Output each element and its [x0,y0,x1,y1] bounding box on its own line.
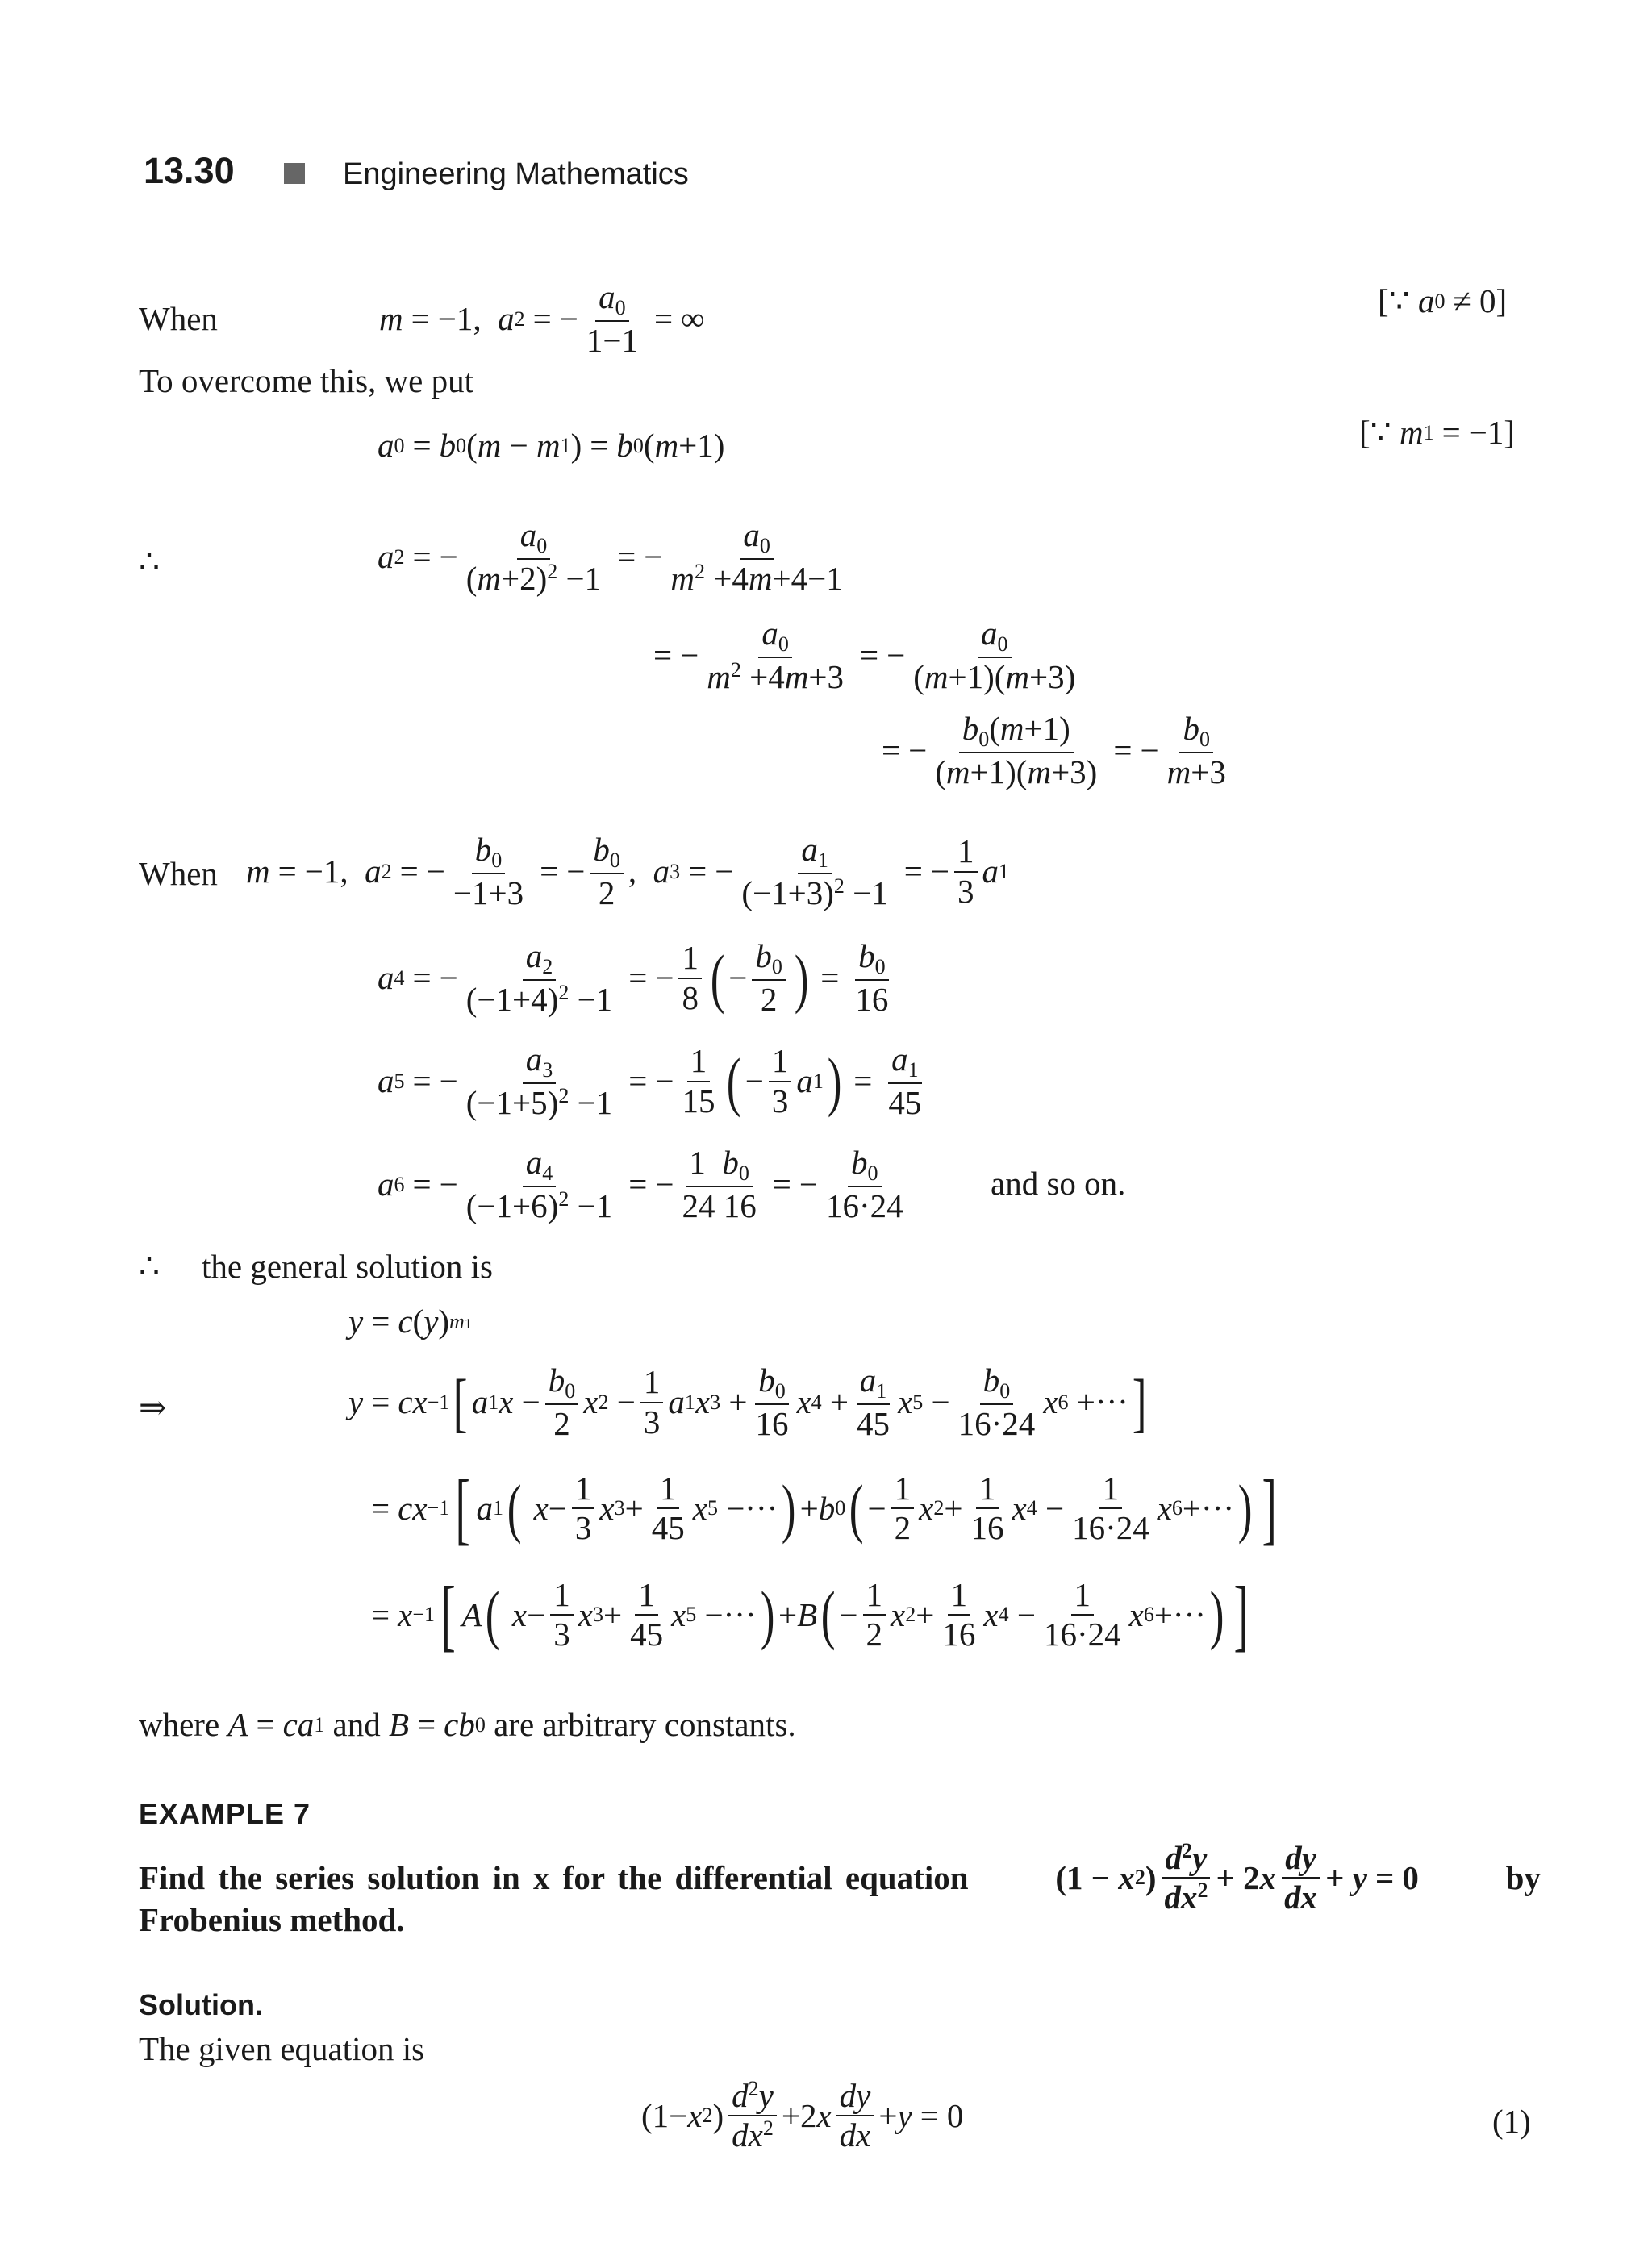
equation-a2-a3: m = −1, a 2 = − $\frac{b_0}{-1+3}$ = − $\frac{b_0}{2}$ , a 3 = − $\frac{a_1}{(-1+3)^2 -1}$ = − $\frac{1}{3}$ a 1 [246,831,1010,911]
text-and-so-on: and so on. [991,1165,1126,1202]
therefore-symbol-2: ∴ [139,1248,161,1285]
problem-statement: Find the series solution in x for the differential equation (1 − x 2 ) $d^2y$ $dx^2$ + 2 x dy dx + y = 0 by [139,1839,1541,1916]
equation-series-2: = cx −1 [ a 1 ( x − 1 3 x 3 + 1 45 x 5 −··· ) + b 0 ( − 1 2 x 2 + 1 16 x 4 − 1 16·24 x 6 +··· ) ] [371,1463,1278,1553]
equation-series-3: = x −1 [ A ( x − 1 3 x 3 + 1 45 x 5 −··· ) + B ( − 1 2 x 2 + 1 16 x 4 − 1 16·24 x 6 +··· ) ] [371,1570,1249,1659]
equation-a2-infinity: m = −1, a 2 = − $\frac{a_0}{1-1}$ = ∞ [379,278,705,359]
text-general-solution: the general solution is [202,1248,493,1285]
equation-a4: a 4 = − $\frac{a_2}{(-1+4)^2 -1}$ = − $\frac{1}{8}$ ( − $b_0$ 2 ) = $\frac{b_0}{16}$ [378,937,889,1018]
text-where: where [139,1706,220,1743]
equation-series-1: y = cx −1 [ a 1 x − $b_0$ 2 x 2 − 1 3 a 1 x 3 + $b_0$ 16 x 4 + $a_1$ 45 x 5 − $b_0$ 16·24 x 6 +··· ] [348,1362,1147,1442]
equation-a5: a 5 = − $\frac{a_3}{(-1+5)^2 -1}$ = − $\frac{1}{15}$ ( − 1 3 a 1 ) = $\frac{a_1}{45}$ [378,1040,922,1121]
problem-method: Frobenius method. [139,1901,405,1938]
therefore-symbol: ∴ [139,543,161,580]
text-and: and [332,1706,381,1743]
equation-a2-line1: a 2 = − $\frac{a_0}{(m+2)^2 -1}$ = − $\frac{a_0}{m^2 +4m+4-1}$ [378,516,843,597]
page-number: 13.30 [144,150,235,191]
text-arbitrary-constants: where A = ca 1 and B = cb 0 are arbitrary constants. [139,1706,796,1743]
equation-a2-line3: = − $\frac{b_0(m+1)}{(m+1)(m+3)}$ = − $\frac{b_0}{m+3}$ [882,710,1226,790]
text-given-equation: The given equation is [139,2030,425,2067]
equation-1: (1− x 2 ) $d^2y$ $dx^2$ +2 x dy dx + y = 0 [641,2077,964,2154]
condition-a0-nonzero: [∵ a 0 ≠ 0] [1378,282,1508,319]
text-overcome: To overcome this, we put [139,362,474,399]
equation-a0-substitution: a 0 = b 0 ( m − m 1 ) = b 0 ( m +1) [378,427,725,464]
running-header [144,150,235,192]
equation-a6: a 6 = − $\frac{a_4}{(-1+6)^2 -1}$ = − $\frac{1 b_0}{24 16}$ = − $\frac{b_0}{16\cdot 24}$ [378,1144,903,1224]
equation-a2-line2: = − $\frac{a_0}{m^2 +4m+3}$ = − $\frac{a_0}{(m+1)(m+3)}$ [653,615,1076,695]
condition-m1: [∵ m 1 = −1] [1359,414,1516,451]
text-when-2: When [139,855,218,892]
text-when: When [139,300,218,337]
equation-y-c-y-m1: y = c ( y ) m1 [348,1303,472,1340]
equation-number: (1) [1492,2103,1531,2140]
problem-text: Find the series solution in x for the differential equation [139,1858,969,1896]
running-title: Engineering Mathematics [343,157,689,191]
example-label: EXAMPLE 7 [139,1797,311,1830]
header-square-icon [284,163,305,188]
text-arbitrary: are arbitrary constants. [494,1706,796,1743]
solution-label: Solution. [139,1988,263,2021]
implies-symbol: ⇒ [139,1389,167,1426]
problem-by: by [1505,1858,1541,1896]
